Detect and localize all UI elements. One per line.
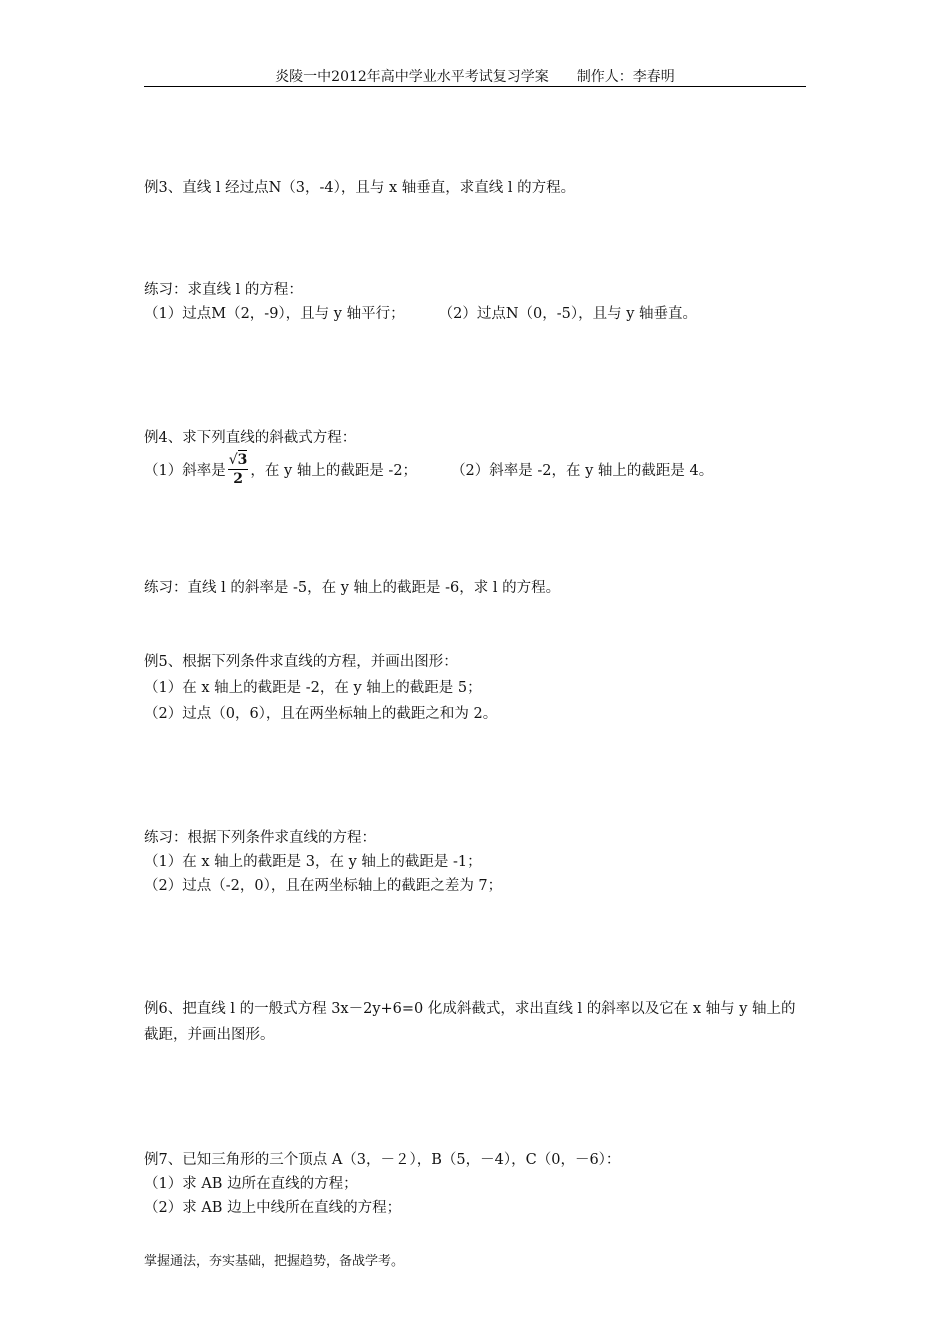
example-7-item-1: （1）求 AB 边所在直线的方程；	[144, 1176, 358, 1192]
example-4-item-1-prefix: （1）斜率是	[144, 463, 226, 479]
example-5-title: 例5、根据下列条件求直线的方程，并画出图形：	[144, 654, 458, 670]
header-rule	[144, 86, 806, 87]
example-3: 例3、直线 l 经过点N（3，-4），且与 x 轴垂直，求直线 l 的方程。	[144, 180, 576, 196]
header-title: 炎陵一中2012年高中学业水平考试复习学案	[275, 69, 549, 85]
fraction-radicand: 3	[237, 452, 248, 468]
example-6: 例6、把直线 l 的一般式方程 3x－2y+6=0 化成斜截式，求出直线 l 的斜率以及它在 x 轴与 y 轴上的截距，并画出图形。	[144, 1001, 796, 1043]
practice-1-title: 练习：求直线 l 的方程：	[144, 282, 303, 298]
fraction-denominator: 2	[233, 471, 243, 487]
header-author: 制作人：李春明	[576, 69, 675, 85]
example-4-title: 例4、求下列直线的斜截式方程：	[144, 430, 357, 446]
page-header	[144, 66, 806, 86]
example-4-items	[144, 452, 713, 490]
page-footer: 掌握通法，夯实基础，把握趋势，备战学考。	[144, 1254, 405, 1269]
practice-2: 练习：直线 l 的斜率是 -5，在 y 轴上的截距是 -6，求 l 的方程。	[144, 580, 561, 596]
fraction-sqrt3-over-2	[228, 450, 249, 488]
example-7-title: 例7、已知三角形的三个顶点 A（3，－２），B（5，－4），C（0，－6）：	[144, 1152, 621, 1168]
practice-3-item-1: （1）在 x 轴上的截距是 3，在 y 轴上的截距是 -1；	[144, 854, 482, 870]
example-4-item-2: （2）斜率是 -2，在 y 轴上的截距是 4。	[451, 463, 714, 479]
practice-3-title: 练习：根据下列条件求直线的方程：	[144, 830, 376, 846]
example-7-item-2: （2）求 AB 边上中线所在直线的方程；	[144, 1200, 402, 1216]
practice-3-item-2: （2）过点（-2，0），且在两坐标轴上的截距之差为 7；	[144, 878, 503, 894]
example-5-item-1: （1）在 x 轴上的截距是 -2，在 y 轴上的截距是 5；	[144, 680, 482, 696]
practice-1-items	[144, 302, 697, 323]
sqrt-symbol: √	[228, 452, 238, 468]
practice-1-item-1: （1）过点M（2，-9），且与 y 轴平行；	[144, 306, 405, 322]
example-5-item-2: （2）过点（0，6），且在两坐标轴上的截距之和为 2。	[144, 706, 498, 722]
example-4-item-1-suffix: ，在 y 轴上的截距是 -2；	[250, 463, 418, 479]
practice-1-item-2: （2）过点N（0，-5），且与 y 轴垂直。	[438, 306, 698, 322]
